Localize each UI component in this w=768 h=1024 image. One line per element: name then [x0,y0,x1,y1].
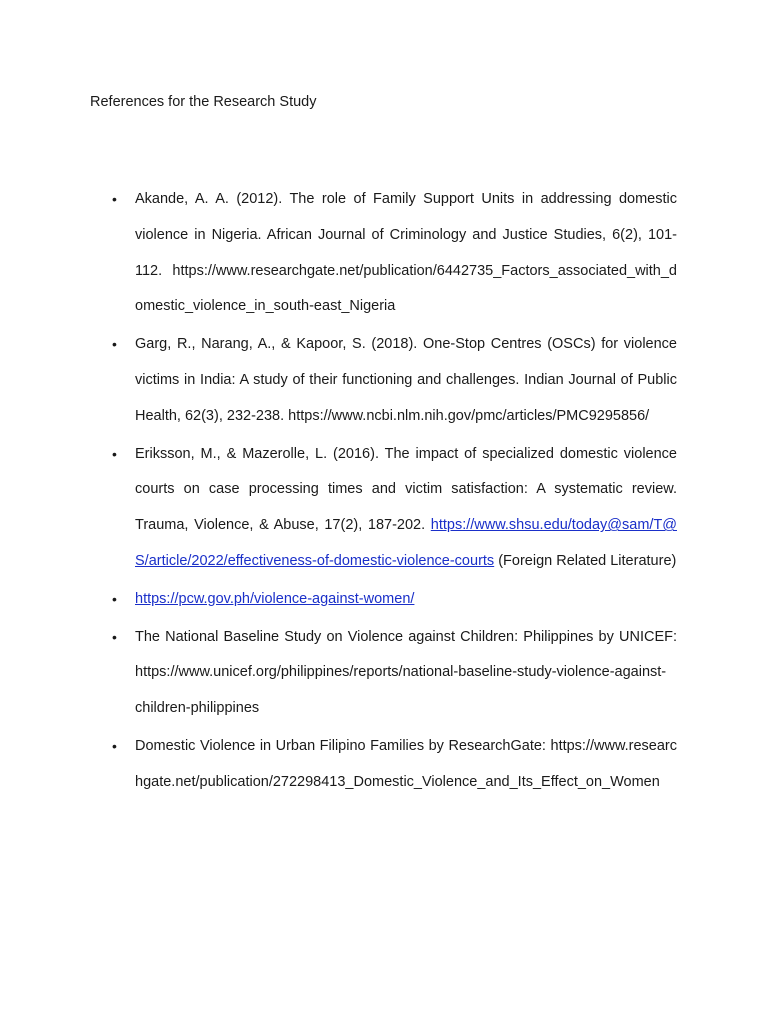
bullet-icon: • [112,590,117,607]
bullet-icon: • [112,445,117,462]
bullet-icon: • [112,191,117,207]
reference-citation: Eriksson, M., & Mazerolle, L. (2016). The impact of specialized domestic violence courts on case processing times and victim satisfaction: A systematic review. Trauma, Violence, & Abuse, 17(2), 187-202. [135,445,677,534]
document-title: References for the Research Study [90,94,317,110]
reference-citation: The National Baseline Study on Violence against Children: Philippines by UNICEF: [135,628,677,645]
reference-citation: Akande, A. A. (2012). The role of Family Support Units in addressing domestic violence in Nigeria. African Journal of Criminology and Justice Studies, 6(2), 101-112. [135,191,677,279]
reference-item-garg [0,327,677,434]
reference-item-unicef [0,620,677,727]
reference-url: https://www.ncbi.nlm.nih.gov/pmc/articles/PMC9295856/ [288,407,650,424]
reference-citation: Garg, R., Narang, A., & Kapoor, S. (2018). One-Stop Centres (OSCs) for violence victims in India: A study of their functioning and challenges. Indian Journal of Public Health, 62(3), 232-238. [135,336,677,424]
reference-item-pcw [0,582,677,618]
reference-url: https://www.researchgate.net/publication/6442735_Factors_associated_with_domestic_violence_in_south-east_Nigeria [135,262,677,315]
bullet-icon: • [112,628,117,645]
reference-citation: Domestic Violence in Urban Filipino Families by ResearchGate: [135,737,546,754]
reference-link-shsu[interactable]: https://www.shsu.edu/today@sam/T@S/article/2022/effectiveness-of-domestic-violence-courts [135,517,677,569]
reference-note: (Foreign Related Literature) [498,552,677,569]
reference-url: https://www.researchgate.net/publication/272298413_Domestic_Violence_and_Its_Effect_on_Women [135,737,678,790]
bullet-icon: • [112,336,117,353]
reference-list [0,182,768,801]
bullet-icon: • [112,737,117,754]
reference-link-pcw[interactable]: https://pcw.gov.ph/violence-against-women/ [135,590,415,607]
reference-item-eriksson [0,437,677,580]
reference-item-researchgate [0,729,677,801]
reference-item-akande [0,182,677,325]
reference-url: https://www.unicef.org/philippines/reports/national-baseline-study-violence-against-children-philippines [135,664,667,717]
